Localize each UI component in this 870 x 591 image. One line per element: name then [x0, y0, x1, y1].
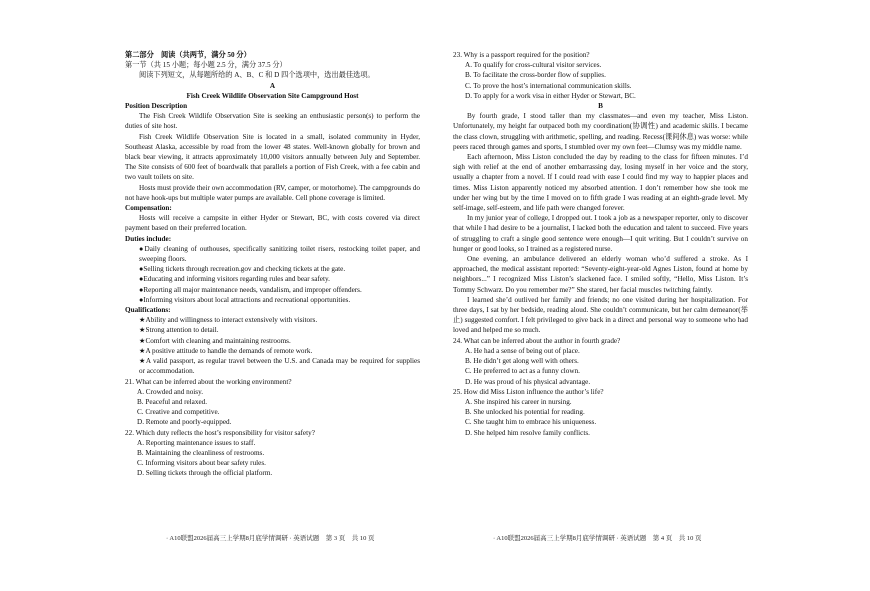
option: B. To facilitate the cross-border flow of supplies.	[465, 71, 606, 80]
option: A. He had a sense of being out of place.	[465, 346, 580, 355]
question-24: 24. What can be inferred about the author in fourth grade?	[453, 336, 621, 345]
paragraph: One evening, an ambulance delivered an elderly woman who’d suffered a stroke. As I approached, the medical assistant reported: “Seventy-eight-year-old Agnes Liston, found at home by neighbors...” I recognized Miss Liston’s slackened face. I smiled softly, “Hello, Miss Liston. It’s Tommy Schwarz. Do you remember me?” She stared, her facial muscles twitching faintly.	[453, 255, 748, 294]
qualification-item: ★A positive attitude to handle the demands of remote work.	[139, 346, 313, 355]
option: C. He preferred to act as a funny clown.	[465, 367, 580, 376]
passage-title: Fish Creek Wildlife Observation Site Campground Host	[186, 91, 359, 100]
duty-item: ●Selling tickets through recreation.gov and checking tickets at the gate.	[139, 265, 346, 274]
question-23: 23. Why is a passport required for the position?	[453, 51, 590, 59]
option: A. To qualify for cross-cultural visitor services.	[465, 61, 602, 70]
paragraph: I learned she’d outlived her family and friends; no one visited during her hospitalization. For three days, I sat by her bedside, reading aloud. She couldn’t communicate, but her calm demeanor(举止) suggested comfort. I felt privileged to give back in a direct and personal way to someone who had loved and helped me so much.	[453, 295, 748, 335]
paragraph: Hosts must provide their own accommodation (RV, camper, or motorhome). The campgrounds do not have hook-ups but multiple water pumps are available. Cell phone coverage is limited.	[125, 183, 420, 202]
page-footer-left: · A10联盟2026届高三上学期8月底学情调研 · 英语试题 第 3 页 共 10 页	[166, 535, 375, 542]
option: C. To prove the host’s international communication skills.	[465, 81, 632, 90]
position-description-heading: Position Description	[125, 102, 188, 111]
duty-item: ●Informing visitors about local attractions and recreational opportunities.	[139, 295, 351, 304]
option: A. Reporting maintenance issues to staff.	[137, 438, 256, 447]
qualifications-heading: Qualifications:	[125, 306, 171, 315]
paragraph: Fish Creek Wildlife Observation Site is located in a small, isolated community in Hyder, Southeast Alaska, accessible by road from the lower 48 states. Well-known globally for brown and black bear viewing, it attracts approximately 10,000 visitors annually between July and September. The Site consists of 600 feet of boardwalk that parallels a portion of Fish Creek, with a fee cabin and two vault toilets on site.	[125, 132, 420, 182]
paragraph: Each afternoon, Miss Liston concluded the day by reading to the class for fifteen minutes. I’d sigh with relief at the end of another embarrassing day, losing myself in her voice and the story, usually a chapter from a novel. If I could read with ease I could find my way to happier places and times. Miss Liston apparently noticed my absorbed attention. I don’t remember how she took me under her wing but by the time I moved on to fifth grade I was reading at an eighth-grade level. My self-image, self-esteem, and life path were changed forever.	[453, 153, 748, 213]
page-footer-right: · A10联盟2026届高三上学期8月底学情调研 · 英语试题 第 4 页 共 10 页	[493, 535, 702, 542]
qualification-item: ★Comfort with cleaning and maintaining restrooms.	[139, 336, 291, 345]
option: B. He didn’t get along well with others.	[465, 357, 579, 366]
option: C. Informing visitors about bear safety rules.	[137, 459, 266, 468]
option: A. She inspired his career in nursing.	[465, 397, 572, 406]
option: D. Selling tickets through the official platform.	[137, 469, 273, 478]
subsection-heading: 第一节（共 15 小题；每小题 2.5 分，满分 37.5 分）	[125, 61, 287, 70]
option: C. She taught him to embrace his uniqueness.	[465, 418, 597, 427]
option: D. To apply for a work visa in either Hyder or Stewart, BC.	[465, 91, 636, 100]
question-22: 22. Which duty reflects the host’s responsibility for visitor safety?	[125, 428, 315, 437]
option: A. Crowded and noisy.	[137, 387, 204, 396]
option: D. He was proud of his physical advantage.	[465, 377, 591, 386]
section-heading: 第二部分 阅读（共两节，满分 50 分）	[125, 51, 251, 59]
duty-item: ●Educating and informing visitors regarding rules and bear safety.	[139, 275, 330, 284]
option: B. Maintaining the cleanliness of restrooms.	[137, 448, 265, 457]
option: D. She helped him resolve family conflicts.	[465, 428, 590, 437]
paragraph: By fourth grade, I stood taller than my classmates—and even my teacher, Miss Liston. Unfortunately, my height far outpaced both my coordination(协调性) and academic skills. I became the class clown, struggling with arithmetic, spelling, and reading. Recess(课间休息) was worse: while peers raced through games and sports, I stumbled over my own feet—Clumsy was my middle name.	[453, 112, 748, 151]
question-25: 25. How did Miss Liston influence the author’s life?	[453, 387, 604, 396]
compensation-heading: Compensation:	[125, 204, 172, 213]
duty-item: ●Daily cleaning of outhouses, specifically sanitizing toilet risers, restocking toilet paper, and sweeping floors.	[139, 244, 420, 264]
qualification-item: ★Strong attention to detail.	[139, 326, 219, 335]
question-21: 21. What can be inferred about the working environment?	[125, 377, 292, 386]
duty-item: ●Reporting all major maintenance needs, vandalism, and improper offenders.	[139, 285, 362, 294]
paragraph: The Fish Creek Wildlife Observation Site is seeking an enthusiastic person(s) to perform the duties of site host.	[125, 112, 420, 131]
passage-letter-a: A	[269, 81, 276, 90]
option: C. Creative and competitive.	[137, 408, 220, 417]
paragraph: Hosts will receive a campsite in either Hyder or Stewart, BC, with costs covered via direct payment based on their preferred location.	[125, 214, 420, 233]
qualification-item: ★Ability and willingness to interact extensively with visitors.	[139, 316, 318, 325]
qualification-item: ★A valid passport, as regular travel between the U.S. and Canada may be required for supplies or accommodation.	[139, 357, 420, 376]
option: B. Peaceful and relaxed.	[137, 397, 208, 406]
option: B. She unlocked his potential for reading.	[465, 408, 585, 417]
option: D. Remote and poorly-equipped.	[137, 418, 232, 427]
left-page-column	[125, 50, 420, 479]
right-page-column	[453, 50, 748, 438]
instruction: 阅读下列短文，从每题所给的 A、B、C 和 D 四个选项中，选出最佳选项。	[139, 71, 375, 80]
passage-letter-b: B	[598, 102, 603, 111]
duties-heading: Duties include:	[125, 234, 172, 243]
paragraph: In my junior year of college, I dropped out. I took a job as a newspaper reporter, only to discover that while I had desire to be a journalist, I lacked both the education and talent to succeed. Five years of struggling to craft a single good sentence were enough—I quit writing. But I couldn’t survive on hunger or good looks, so I trained as a registered nurse.	[453, 214, 748, 253]
